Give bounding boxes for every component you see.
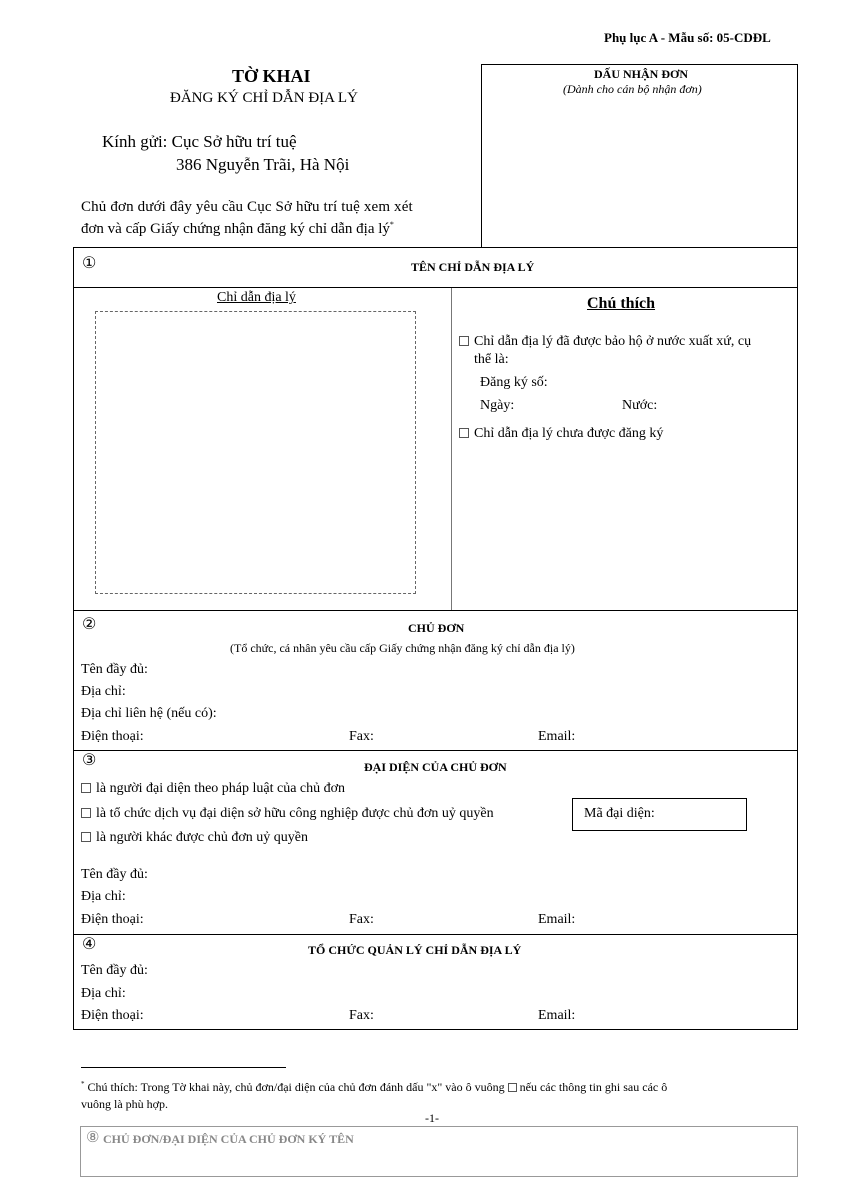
form-title: TỜ KHAI bbox=[232, 66, 311, 86]
rep-option-ip-service bbox=[81, 806, 494, 822]
org-address-label: Địa chỉ: bbox=[81, 986, 126, 1001]
org-phone-label: Điện thoại: bbox=[81, 1008, 144, 1023]
org-fax-label: Fax: bbox=[349, 1008, 374, 1023]
divider bbox=[73, 610, 798, 611]
rep-full-name-label: Tên đầy đủ: bbox=[81, 867, 148, 882]
option-protected-origin-cont: thể là: bbox=[474, 352, 509, 367]
request-line-2 bbox=[81, 220, 394, 238]
org-full-name-label: Tên đầy đủ: bbox=[81, 963, 148, 978]
rep-email-label: Email: bbox=[538, 912, 576, 927]
section-3-number: ③ bbox=[82, 752, 97, 769]
note-title: Chú thích bbox=[587, 295, 656, 312]
footnote-text-before: Chú thích: Trong Tờ khai này, chủ đơn/đại diện của chủ đơn đánh dấu "x" vào ô vuông bbox=[87, 1080, 505, 1094]
section-8-title: CHỦ ĐƠN/ĐẠI DIỆN CỦA CHỦ ĐƠN KÝ TÊN bbox=[103, 1132, 354, 1146]
option-protected-origin-text: Chỉ dẫn địa lý đã được bảo hộ ở nước xuất xứ, cụ bbox=[474, 334, 752, 349]
section-2-subtitle: (Tổ chức, cá nhân yêu cầu cấp Giấy chứng nhận đăng ký chỉ dẫn địa lý) bbox=[230, 641, 575, 655]
footnote-text-after: nếu các thông tin ghi sau các ô bbox=[519, 1080, 668, 1094]
footnote-rule bbox=[81, 1067, 286, 1068]
section-1-number: ① bbox=[82, 255, 97, 272]
org-email-label: Email: bbox=[538, 1008, 576, 1023]
rep-fax-label: Fax: bbox=[349, 912, 374, 927]
divider bbox=[73, 287, 798, 288]
rep-option-ip-service-text: là tổ chức dịch vụ đại diện sở hữu công nghiệp được chủ đơn uỷ quyền bbox=[96, 806, 494, 821]
section-2-number: ② bbox=[82, 616, 97, 633]
rep-option-legal bbox=[81, 781, 345, 797]
rep-option-other bbox=[81, 830, 308, 846]
footnote-mark: * bbox=[81, 1080, 85, 1088]
footnote-line-1 bbox=[81, 1080, 667, 1095]
page-number: -1- bbox=[425, 1111, 439, 1125]
column-divider bbox=[451, 288, 452, 610]
rep-option-other-text: là người khác được chủ đơn uỷ quyền bbox=[96, 830, 308, 845]
rep-phone-label: Điện thoại: bbox=[81, 912, 144, 927]
option-protected-origin bbox=[459, 334, 751, 350]
section-2-title: CHỦ ĐƠN bbox=[408, 621, 465, 635]
applicant-contact-address-label: Địa chỉ liên hệ (nếu có): bbox=[81, 706, 217, 721]
section-4-title: TỔ CHỨC QUẢN LÝ CHỈ DẪN ĐỊA LÝ bbox=[308, 943, 522, 957]
gi-sample-area[interactable] bbox=[95, 311, 416, 594]
section-8-number: ⑧ bbox=[86, 1130, 100, 1146]
applicant-fax-label: Fax: bbox=[349, 729, 374, 744]
rep-legal-checkbox[interactable] bbox=[81, 783, 91, 793]
rep-option-legal-text: là người đại diện theo pháp luật của chủ đơn bbox=[96, 781, 346, 796]
gi-label: Chỉ dẫn địa lý bbox=[217, 290, 296, 305]
stamp-box-subtitle: (Dành cho cán bộ nhận đơn) bbox=[563, 82, 702, 96]
form-subtitle: ĐĂNG KÝ CHỈ DẪN ĐỊA LÝ bbox=[170, 90, 358, 106]
rep-address-label: Địa chỉ: bbox=[81, 889, 126, 904]
appendix-label: Phụ lục A - Mẫu số: 05-CDĐL bbox=[604, 30, 771, 45]
rep-code-box[interactable] bbox=[572, 798, 747, 831]
stamp-box-title: DẤU NHẬN ĐƠN bbox=[594, 67, 688, 81]
rep-ip-service-checkbox[interactable] bbox=[81, 808, 91, 818]
footnote-checkbox-icon bbox=[508, 1083, 517, 1092]
section-3-title: ĐẠI DIỆN CỦA CHỦ ĐƠN bbox=[364, 760, 507, 774]
applicant-phone-label: Điện thoại: bbox=[81, 729, 144, 744]
rep-code-label: Mã đại diện: bbox=[584, 806, 655, 821]
divider bbox=[73, 934, 798, 935]
addressee-address: 386 Nguyễn Trãi, Hà Nội bbox=[176, 155, 350, 174]
section-1-title: TÊN CHỈ DẪN ĐỊA LÝ bbox=[411, 260, 535, 274]
request-line-2-text: đơn và cấp Giấy chứng nhận đăng ký chỉ dẫn địa lý bbox=[81, 221, 390, 237]
reg-no-label: Đăng ký số: bbox=[480, 375, 548, 390]
request-line-1: Chủ đơn dưới đây yêu cầu Cục Sở hữu trí tuệ xem xét bbox=[81, 199, 413, 215]
footnote-line-2: vuông là phù hợp. bbox=[81, 1097, 169, 1111]
applicant-full-name-label: Tên đầy đủ: bbox=[81, 662, 148, 677]
applicant-address-label: Địa chỉ: bbox=[81, 684, 126, 699]
option-not-registered-text: Chỉ dẫn địa lý chưa được đăng ký bbox=[474, 426, 664, 441]
option-not-registered bbox=[459, 426, 663, 442]
protected-origin-checkbox[interactable] bbox=[459, 336, 469, 346]
section-4-number: ④ bbox=[82, 936, 97, 953]
country-label: Nước: bbox=[622, 398, 658, 413]
rep-other-checkbox[interactable] bbox=[81, 832, 91, 842]
not-registered-checkbox[interactable] bbox=[459, 428, 469, 438]
addressee-label: Kính gửi: Cục Sở hữu trí tuệ bbox=[102, 132, 297, 151]
date-label: Ngày: bbox=[480, 398, 515, 413]
divider bbox=[73, 750, 798, 751]
applicant-email-label: Email: bbox=[538, 729, 576, 744]
request-footnote-mark: * bbox=[389, 220, 394, 229]
